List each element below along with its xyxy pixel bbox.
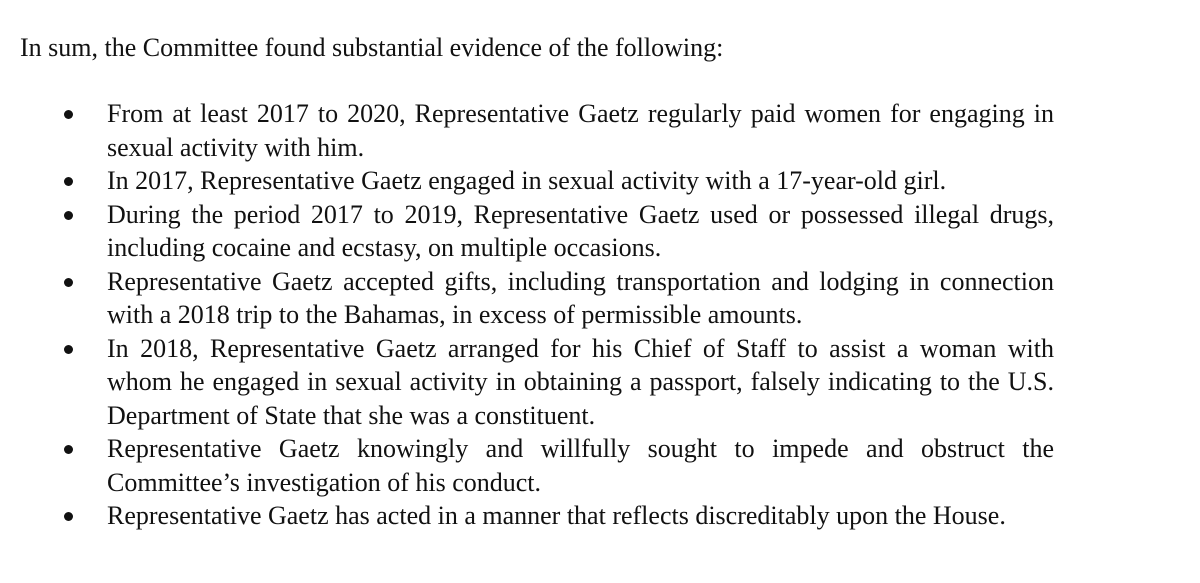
bullet-icon	[64, 512, 73, 521]
bullet-icon	[64, 211, 73, 220]
finding-text: Representative Gaetz accepted gifts, including transportation and lodging in connection with a 2018 trip to the Bahamas, in excess of permissible amounts.	[107, 266, 1054, 329]
finding-item	[0, 164, 1054, 198]
finding-text: In 2018, Representative Gaetz arranged for his Chief of Staff to assist a woman with whom he engaged in sexual activity in obtaining a passport, falsely indicating to the U.S. Department of State that she was a constituent.	[107, 333, 1054, 430]
finding-item	[0, 332, 1054, 433]
bullet-icon	[64, 177, 73, 186]
finding-text: In 2017, Representative Gaetz engaged in sexual activity with a 17-year-old girl.	[107, 166, 947, 195]
finding-text: During the period 2017 to 2019, Representative Gaetz used or possessed illegal drugs, including cocaine and ecstasy, on multiple occasions.	[107, 199, 1054, 262]
intro-paragraph: In sum, the Committee found substantial evidence of the following:	[20, 33, 724, 62]
bullet-icon	[64, 345, 73, 354]
finding-text: Representative Gaetz knowingly and willfully sought to impede and obstruct the Committee’s investigation of his conduct.	[107, 434, 1054, 497]
bullet-icon	[64, 445, 73, 454]
findings-list	[0, 97, 1200, 533]
finding-item	[0, 198, 1054, 265]
bullet-icon	[64, 278, 73, 287]
finding-item	[0, 97, 1054, 164]
finding-text: From at least 2017 to 2020, Representative Gaetz regularly paid women for engaging in sexual activity with him.	[107, 99, 1054, 162]
finding-text: Representative Gaetz has acted in a manner that reflects discreditably upon the House.	[107, 501, 1006, 530]
finding-item	[0, 265, 1054, 332]
finding-item	[0, 499, 1054, 533]
bullet-icon	[64, 110, 73, 119]
finding-item	[0, 432, 1054, 499]
